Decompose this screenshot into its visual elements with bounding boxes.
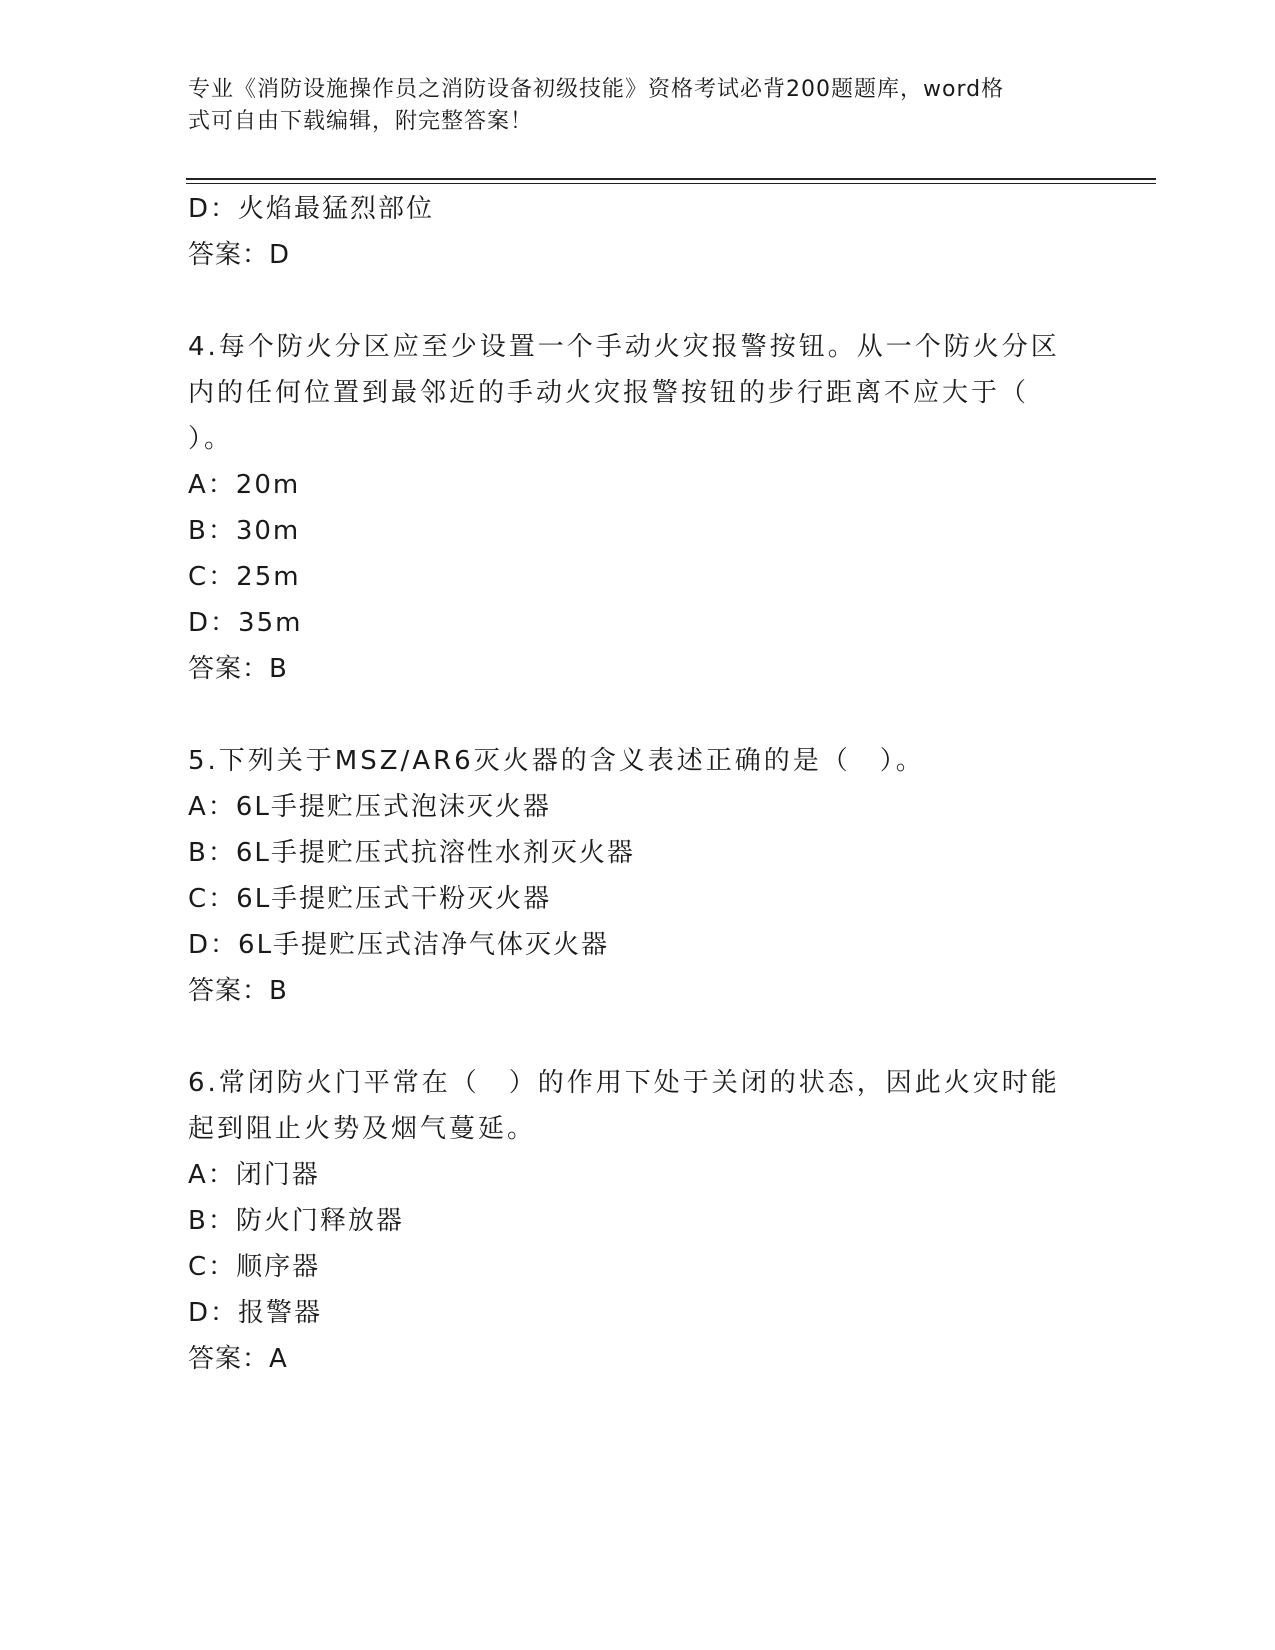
question-5 — [188, 738, 1088, 1014]
spacer — [188, 692, 1088, 738]
header-line-2: 式可自由下载编辑，附完整答案！ — [188, 109, 534, 134]
option-d: D：报警器 — [188, 1298, 323, 1328]
question-stem-line: ）。 — [188, 424, 234, 454]
option-d: D：35m — [188, 608, 303, 638]
spacer — [188, 278, 1088, 324]
option-d: D：6L手提贮压式洁净气体灭火器 — [188, 930, 610, 960]
option-a: A：闭门器 — [188, 1160, 320, 1190]
option-b: B：6L手提贮压式抗溶性水剂灭火器 — [188, 838, 635, 868]
option-b: B：防火门释放器 — [188, 1206, 404, 1236]
option-d: D：火焰最猛烈部位 — [188, 194, 435, 224]
question-stem-line: 5.下列关于MSZ/AR6灭火器的含义表述正确的是（ ）。 — [188, 746, 925, 776]
option-a: A：6L手提贮压式泡沫灭火器 — [188, 792, 551, 822]
question-4 — [188, 324, 1088, 692]
answer: 答案：B — [188, 976, 288, 1006]
document-header — [188, 74, 1068, 138]
question-list — [188, 186, 1088, 1382]
spacer — [188, 1014, 1088, 1060]
header-divider-thick — [186, 178, 1156, 180]
question-3-tail — [188, 186, 1088, 278]
option-c: C：6L手提贮压式干粉灭火器 — [188, 884, 552, 914]
answer: 答案：D — [188, 240, 291, 270]
answer: 答案：B — [188, 654, 288, 684]
option-c: C：25m — [188, 562, 301, 592]
question-6 — [188, 1060, 1088, 1382]
question-stem-line: 内的任何位置到最邻近的手动火灾报警按钮的步行距离不应大于（ — [188, 378, 1030, 408]
question-stem-line: 6.常闭防火门平常在（ ）的作用下处于关闭的状态，因此火灾时能 — [188, 1068, 1060, 1098]
option-a: A：20m — [188, 470, 301, 500]
answer: 答案：A — [188, 1344, 288, 1374]
option-c: C：顺序器 — [188, 1252, 321, 1282]
question-stem-line: 4.每个防火分区应至少设置一个手动火灾报警按钮。从一个防火分区 — [188, 332, 1060, 362]
option-b: B：30m — [188, 516, 301, 546]
question-stem-line: 起到阻止火势及烟气蔓延。 — [188, 1114, 537, 1144]
header-line-1: 专业《消防设施操作员之消防设备初级技能》资格考试必背200题题库，word格 — [188, 77, 1005, 102]
header-divider-thin — [186, 183, 1156, 184]
